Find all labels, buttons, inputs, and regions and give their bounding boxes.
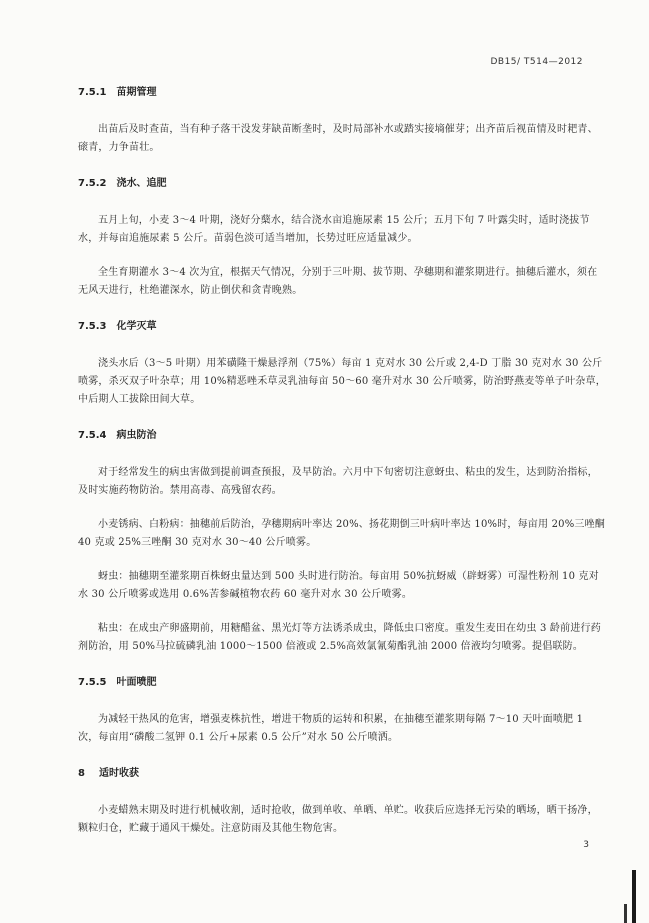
page-number: 3: [583, 840, 589, 850]
section-number: 7.5.1: [78, 87, 107, 98]
section-heading-7-5-4: [78, 427, 606, 444]
section-heading-7-5-5: [78, 674, 606, 691]
section-heading-7-5-2: [78, 175, 606, 192]
section-title: 叶面喷肥: [116, 677, 157, 688]
paragraph: 五月上旬，小麦 3～4 叶期，浇好分蘖水，结合浇水亩追施尿素 15 公斤；五月下旬 7 叶露尖时，适时浇拔节水，并每亩追施尿素 5 公斤。苗弱色淡可适当增加，长势过旺应适量减少。: [78, 215, 590, 244]
section-title: 苗期管理: [116, 87, 157, 98]
section-number: 7.5.4: [78, 430, 107, 441]
paragraph: 小麦锈病、白粉病：抽穗前后防治，孕穗期病叶率达 20%、扬花期倒三叶病叶率达 10%时，每亩用 20%三唑酮 40 克或 25%三唑酮 30 克对水 30～40 公斤喷雾。: [78, 519, 606, 548]
scan-edge-mark: [624, 904, 627, 923]
section-title: 适时收获: [98, 768, 139, 779]
section-number: 7.5.2: [78, 178, 107, 189]
section-heading-7-5-1: [78, 84, 606, 101]
section-heading-8: [78, 765, 606, 782]
scan-edge-mark: [632, 870, 636, 923]
paragraph: 粘虫：在成虫产卵盛期前，用糖醋盆、黑光灯等方法诱杀成虫，降低虫口密度。重发生麦田在幼虫 3 龄前进行药剂防治，用 50%马拉硫磷乳油 1000～1500 倍液或 2.5%高效氯氰菊酯乳油 2000 倍液均匀喷雾。提倡联防。: [78, 623, 601, 652]
section-number: 7.5.3: [78, 321, 107, 332]
section-heading-7-5-3: [78, 318, 606, 335]
document-code: DB15/ T514—2012: [490, 57, 583, 67]
section-number: 8: [78, 768, 85, 779]
section-title: 浇水、追肥: [116, 178, 167, 189]
paragraph: 全生育期灌水 3～4 次为宜，根据天气情况，分别于三叶期、拔节期、孕穗期和灌浆期进行。抽穗后灌水，须在无风天进行，杜绝灌深水，防止倒伏和贪青晚熟。: [78, 267, 598, 296]
section-title: 病虫防治: [116, 430, 157, 441]
paragraph: 对于经常发生的病虫害做到提前调查预报，及早防治。六月中下旬密切注意蚜虫、粘虫的发生，达到防治指标，及时实施药物防治。禁用高毒、高残留农药。: [78, 467, 598, 496]
paragraph: 浇头水后（3～5 叶期）用苯磺隆干燥悬浮剂（75%）每亩 1 克对水 30 公斤或 2,4-D 丁脂 30 克对水 30 公斤喷雾，杀灭双子叶杂草；用 10%精恶唑禾草灵乳油每亩 50～60 毫升对水 30 公斤喷雾，防治野燕麦等单子叶杂草，中后期人工拔除田间大草。: [78, 358, 606, 405]
section-number: 7.5.5: [78, 677, 107, 688]
paragraph: 小麦蜡熟末期及时进行机械收割，适时抢收，做到单收、单晒、单贮。收获后应选择无污染的晒场，晒干扬净，颗粒归仓，贮藏于通风干燥处。注意防雨及其他生物危害。: [78, 805, 598, 834]
document-content: [78, 84, 606, 838]
section-title: 化学灭草: [116, 321, 157, 332]
paragraph: 出苗后及时查苗，当有种子落干没发芽缺苗断垄时，及时局部补水或踏实接墒催芽；出齐苗后视苗情及时耙青、磙青，力争苗壮。: [78, 124, 598, 153]
paragraph: 为减轻干热风的危害，增强麦株抗性，增进干物质的运转和积累，在抽穗至灌浆期每隔 7～10 天叶面喷肥 1 次，每亩用“磷酸二氢钾 0.1 公斤+尿素 0.5 公斤”对水 50 公斤喷洒。: [78, 714, 584, 743]
paragraph: 蚜虫：抽穗期至灌浆期百株蚜虫量达到 500 头时进行防治。每亩用 50%抗蚜威（辟蚜雾）可湿性粉剂 10 克对水 30 公斤喷雾或选用 0.6%苦参碱植物农药 60 毫升对水 30 公斤喷雾。: [78, 571, 599, 600]
